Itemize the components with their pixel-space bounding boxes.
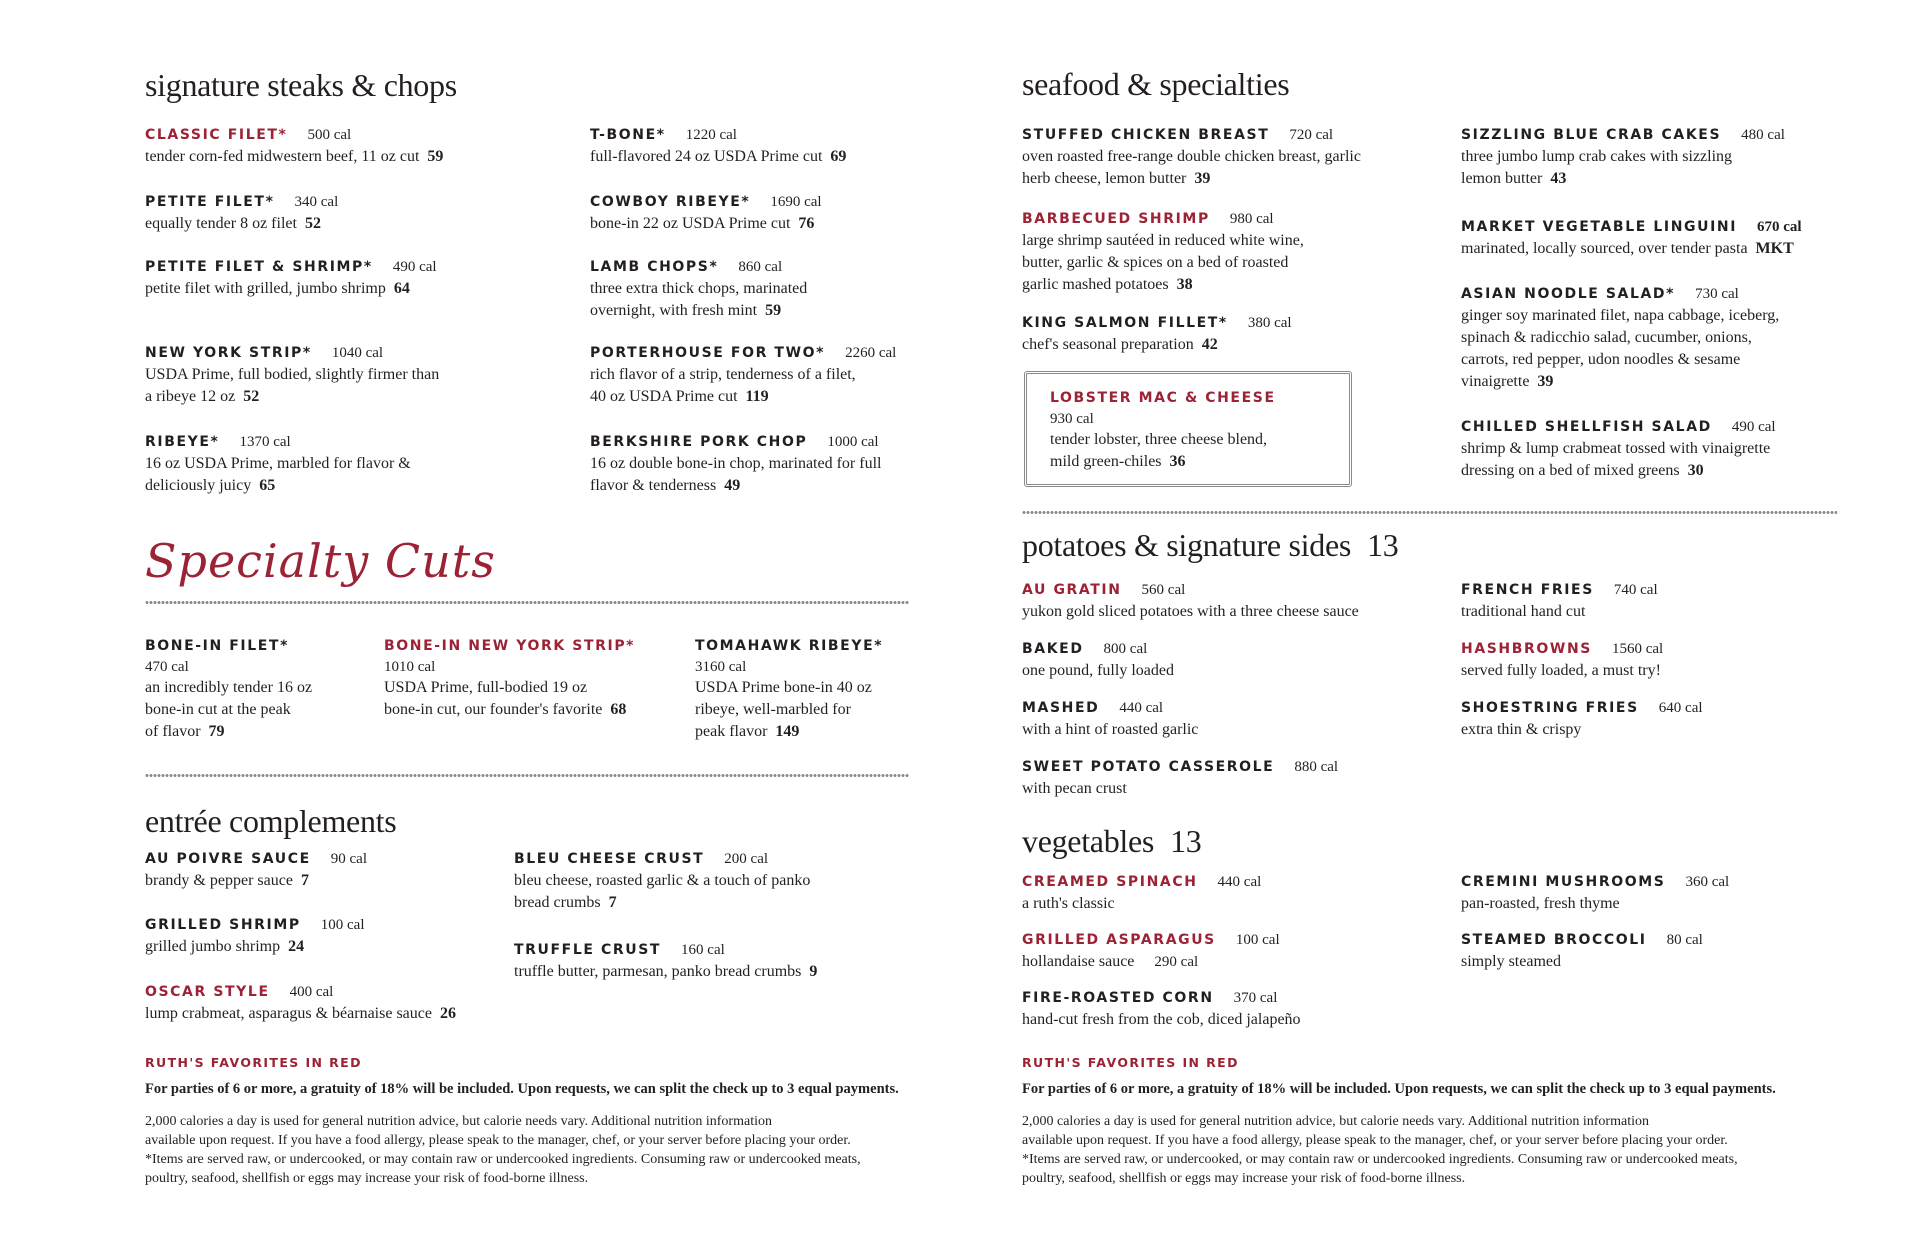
item-name: FRENCH FRIES 740 cal <box>1461 582 1658 598</box>
menu-item-mashed <box>1022 697 1198 741</box>
item-desc: a ribeye 12 oz 52 <box>145 388 260 405</box>
item-desc: petite filet with grilled, jumbo shrimp 64 <box>145 280 410 297</box>
menu-item-au-gratin <box>1022 579 1359 623</box>
item-desc: 40 oz USDA Prime cut 119 <box>590 388 769 405</box>
item-name: BERKSHIRE PORK CHOP 1000 cal <box>590 434 879 450</box>
menu-item-baked <box>1022 638 1174 682</box>
item-desc: bread crumbs 7 <box>514 894 617 911</box>
item-name: BONE-IN FILET* <box>145 638 289 654</box>
item-name: HASHBROWNS 1560 cal <box>1461 641 1664 657</box>
menu-item-vegetable-linguini <box>1461 216 1802 260</box>
item-name: BLEU CHEESE CRUST 200 cal <box>514 851 769 867</box>
menu-item-fire-roasted-corn <box>1022 987 1301 1031</box>
item-name: ASIAN NOODLE SALAD* 730 cal <box>1461 286 1739 302</box>
item-name: CLASSIC FILET* 500 cal <box>145 127 352 143</box>
menu-item-classic-filet <box>145 124 443 168</box>
item-cal: 470 cal <box>145 659 189 675</box>
divider <box>1022 510 1837 515</box>
item-desc: oven roasted free-range double chicken breast, garlic <box>1022 148 1361 165</box>
specialty-cuts-title: Specialty Cuts <box>145 534 496 588</box>
item-desc: rich flavor of a strip, tenderness of a filet, <box>590 366 856 383</box>
menu-item-asian-noodle-salad <box>1461 283 1779 393</box>
item-desc: with a hint of roasted garlic <box>1022 721 1199 738</box>
item-desc: yukon gold sliced potatoes with a three cheese sauce <box>1022 603 1359 620</box>
menu-item-shoestring-fries <box>1461 697 1703 741</box>
item-desc: mild green-chiles 36 <box>1050 453 1186 470</box>
item-desc: three extra thick chops, marinated <box>590 280 808 297</box>
section-title-vegetables: vegetables 13 <box>1022 823 1202 859</box>
item-desc: hollandaise sauce 290 cal <box>1022 953 1199 970</box>
menu-item-chilled-shellfish-salad <box>1461 416 1776 482</box>
item-name: SIZZLING BLUE CRAB CAKES 480 cal <box>1461 127 1785 143</box>
item-desc: equally tender 8 oz filet 52 <box>145 215 321 232</box>
menu-item-oscar-style <box>145 981 456 1025</box>
item-name: BARBECUED SHRIMP 980 cal <box>1022 211 1274 227</box>
item-name: SHOESTRING FRIES 640 cal <box>1461 700 1703 716</box>
item-desc: traditional hand cut <box>1461 603 1586 620</box>
item-name: COWBOY RIBEYE* 1690 cal <box>590 194 822 210</box>
item-desc: hand-cut fresh from the cob, diced jalapeño <box>1022 1011 1301 1028</box>
item-desc: pan-roasted, fresh thyme <box>1461 895 1620 912</box>
item-name: TRUFFLE CRUST 160 cal <box>514 942 725 958</box>
menu-item-lobster-mac <box>1050 387 1276 473</box>
menu-item-french-fries <box>1461 579 1658 623</box>
item-desc: an incredibly tender 16 oz <box>145 679 313 696</box>
item-name: TOMAHAWK RIBEYE* <box>695 638 884 654</box>
item-desc: ginger soy marinated filet, napa cabbage, iceberg, <box>1461 307 1780 324</box>
menu-item-au-poivre <box>145 848 367 892</box>
item-desc: three jumbo lump crab cakes with sizzling <box>1461 148 1733 165</box>
menu-item-grilled-asparagus <box>1022 929 1280 973</box>
section-title-seafood: seafood & specialties <box>1022 66 1290 102</box>
menu-item-lamb-chops <box>590 256 807 322</box>
item-desc: of flavor 79 <box>145 723 225 740</box>
menu-item-new-york-strip <box>145 342 439 408</box>
item-name: GRILLED ASPARAGUS 100 cal <box>1022 932 1280 948</box>
menu-item-sweet-potato <box>1022 756 1338 800</box>
menu-item-grilled-shrimp <box>145 914 365 958</box>
item-name: CHILLED SHELLFISH SALAD 490 cal <box>1461 419 1776 435</box>
item-cal: 3160 cal <box>695 659 747 675</box>
item-desc: tender lobster, three cheese blend, <box>1050 431 1268 448</box>
item-desc: tender corn-fed midwestern beef, 11 oz cut 59 <box>145 148 444 165</box>
item-name: OSCAR STYLE 400 cal <box>145 984 334 1000</box>
item-desc: 16 oz double bone-in chop, marinated for full <box>590 455 882 472</box>
menu-item-king-salmon <box>1022 312 1292 356</box>
item-desc: bone-in cut, our founder's favorite 68 <box>384 701 627 718</box>
item-name: RIBEYE* 1370 cal <box>145 434 291 450</box>
item-desc: carrots, red pepper, udon noodles & sesame <box>1461 351 1741 368</box>
item-desc: a ruth's classic <box>1022 895 1115 912</box>
item-name: T-BONE* 1220 cal <box>590 127 737 143</box>
item-desc: large shrimp sautéed in reduced white wine, <box>1022 232 1304 249</box>
item-name: MARKET VEGETABLE LINGUINI 670 cal <box>1461 219 1802 235</box>
item-name: KING SALMON FILLET* 380 cal <box>1022 315 1292 331</box>
item-name: STEAMED BROCCOLI 80 cal <box>1461 932 1703 948</box>
item-desc: simply steamed <box>1461 953 1561 970</box>
item-name: PETITE FILET* 340 cal <box>145 194 339 210</box>
item-name: PETITE FILET & SHRIMP* 490 cal <box>145 259 437 275</box>
menu-item-berkshire-pork-chop <box>590 431 881 497</box>
item-desc: peak flavor 149 <box>695 723 800 740</box>
item-desc: bleu cheese, roasted garlic & a touch of panko <box>514 872 811 889</box>
nutrition-disclaimer: 2,000 calories a day is used for general nutrition advice, but calorie needs vary. Additional nutrition information available upon request. If you have a food allergy, please speak to the manager, chef, or your server before placing your order. *Items are served raw, or undercooked, or may contain raw or undercooked ingredients. Consuming raw or undercooked meats, poultry, seafood, shellfish or eggs may increase your risk of food-borne illness. <box>1022 1114 1738 1186</box>
item-name: FIRE-ROASTED CORN 370 cal <box>1022 990 1278 1006</box>
menu-item-stuffed-chicken <box>1022 124 1361 190</box>
item-desc: brandy & pepper sauce 7 <box>145 872 309 889</box>
item-desc: deliciously juicy 65 <box>145 477 276 494</box>
item-desc: USDA Prime, full bodied, slightly firmer than <box>145 366 440 383</box>
item-name: LOBSTER MAC & CHEESE <box>1050 390 1276 406</box>
menu-item-crab-cakes <box>1461 124 1785 190</box>
item-desc: herb cheese, lemon butter 39 <box>1022 170 1211 187</box>
menu-item-ribeye <box>145 431 411 497</box>
item-name: CREAMED SPINACH 440 cal <box>1022 874 1262 890</box>
menu-item-bone-in-filet <box>145 635 312 743</box>
item-name: MASHED 440 cal <box>1022 700 1164 716</box>
item-desc: dressing on a bed of mixed greens 30 <box>1461 462 1704 479</box>
item-desc: overnight, with fresh mint 59 <box>590 302 782 319</box>
menu-item-bleu-cheese-crust <box>514 848 810 914</box>
menu-item-cremini-mushrooms <box>1461 871 1729 915</box>
item-desc: grilled jumbo shrimp 24 <box>145 938 305 955</box>
item-desc: served fully loaded, a must try! <box>1461 662 1661 679</box>
item-desc: with pecan crust <box>1022 780 1127 797</box>
menu-item-barbecued-shrimp <box>1022 208 1304 296</box>
item-name: BONE-IN NEW YORK STRIP* <box>384 638 636 654</box>
item-desc: ribeye, well-marbled for <box>695 701 851 718</box>
gratuity-note: For parties of 6 or more, a gratuity of 18% will be included. Upon requests, we can split the check up to 3 equal payments. <box>145 1081 899 1097</box>
menu-item-tomahawk-ribeye <box>695 635 883 743</box>
menu-item-steamed-broccoli <box>1461 929 1703 973</box>
item-cal: 930 cal <box>1050 411 1094 427</box>
item-desc: flavor & tenderness 49 <box>590 477 741 494</box>
item-name: SWEET POTATO CASSEROLE 880 cal <box>1022 759 1339 775</box>
menu-item-hashbrowns <box>1461 638 1663 682</box>
menu-item-creamed-spinach <box>1022 871 1261 915</box>
item-cal: 1010 cal <box>384 659 436 675</box>
divider <box>145 773 909 778</box>
item-desc: extra thin & crispy <box>1461 721 1582 738</box>
item-name: AU POIVRE SAUCE 90 cal <box>145 851 367 867</box>
item-desc: marinated, locally sourced, over tender pasta MKT <box>1461 240 1794 257</box>
menu-item-petite-filet-shrimp <box>145 256 437 300</box>
item-desc: one pound, fully loaded <box>1022 662 1174 679</box>
item-desc: USDA Prime, full-bodied 19 oz <box>384 679 588 696</box>
item-desc: vinaigrette 39 <box>1461 373 1554 390</box>
menu-item-porterhouse <box>590 342 896 408</box>
item-desc: truffle butter, parmesan, panko bread crumbs 9 <box>514 963 818 980</box>
item-desc: garlic mashed potatoes 38 <box>1022 276 1193 293</box>
item-desc: shrimp & lump crabmeat tossed with vinaigrette <box>1461 440 1771 457</box>
item-desc: lemon butter 43 <box>1461 170 1567 187</box>
menu-item-cowboy-ribeye <box>590 191 822 235</box>
nutrition-disclaimer: 2,000 calories a day is used for general nutrition advice, but calorie needs vary. Additional nutrition information available upon request. If you have a food allergy, please speak to the manager, chef, or your server before placing your order. *Items are served raw, or undercooked, or may contain raw or undercooked ingredients. Consuming raw or undercooked meats, poultry, seafood, shellfish or eggs may increase your risk of food-borne illness. <box>145 1114 861 1186</box>
item-name: PORTERHOUSE FOR TWO* 2260 cal <box>590 345 897 361</box>
item-name: GRILLED SHRIMP 100 cal <box>145 917 365 933</box>
section-title-sides: potatoes & signature sides 13 <box>1022 527 1399 563</box>
section-title-complements: entrée complements <box>145 803 397 839</box>
menu-item-bone-in-new-york-strip <box>384 635 635 721</box>
item-desc: full-flavored 24 oz USDA Prime cut 69 <box>590 148 847 165</box>
item-name: NEW YORK STRIP* 1040 cal <box>145 345 384 361</box>
item-desc: 16 oz USDA Prime, marbled for flavor & <box>145 455 411 472</box>
divider <box>145 600 909 605</box>
item-desc: butter, garlic & spices on a bed of roasted <box>1022 254 1289 271</box>
item-desc: bone-in cut at the peak <box>145 701 291 718</box>
menu-item-petite-filet <box>145 191 338 235</box>
item-name: STUFFED CHICKEN BREAST 720 cal <box>1022 127 1334 143</box>
section-title-steaks: signature steaks & chops <box>145 67 457 103</box>
item-desc: USDA Prime bone-in 40 oz <box>695 679 872 696</box>
item-desc: bone-in 22 oz USDA Prime cut 76 <box>590 215 815 232</box>
menu-item-t-bone <box>590 124 846 168</box>
menu-item-truffle-crust <box>514 939 817 983</box>
item-name: CREMINI MUSHROOMS 360 cal <box>1461 874 1730 890</box>
item-desc: lump crabmeat, asparagus & béarnaise sauce 26 <box>145 1005 456 1022</box>
item-name: LAMB CHOPS* 860 cal <box>590 259 783 275</box>
item-name: BAKED 800 cal <box>1022 641 1148 657</box>
item-desc: chef's seasonal preparation 42 <box>1022 336 1218 353</box>
gratuity-note: For parties of 6 or more, a gratuity of 18% will be included. Upon requests, we can split the check up to 3 equal payments. <box>1022 1081 1776 1097</box>
favorites-note: RUTH'S FAVORITES IN RED <box>145 1055 362 1070</box>
item-desc: spinach & radicchio salad, cucumber, onions, <box>1461 329 1752 346</box>
favorites-note: RUTH'S FAVORITES IN RED <box>1022 1055 1239 1070</box>
item-name: AU GRATIN 560 cal <box>1022 582 1186 598</box>
